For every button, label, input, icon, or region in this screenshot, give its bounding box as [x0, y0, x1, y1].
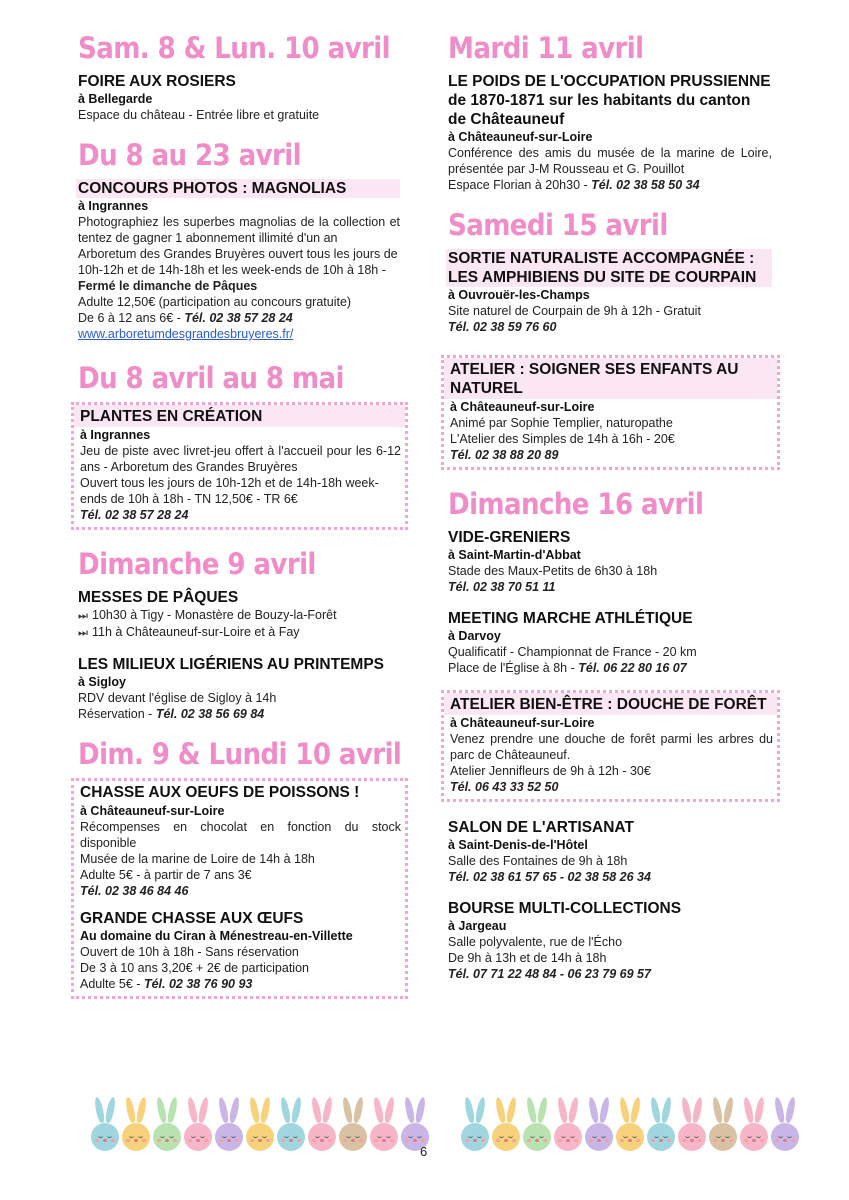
event-chasse-aux-oeufs	[71, 778, 408, 999]
event-title: MEETING MARCHE ATHLÉTIQUE	[448, 610, 693, 627]
event-phone: Tél. 02 38 46 84 46	[80, 884, 189, 898]
event-place: à Darvoy	[448, 629, 501, 643]
date-heading: Du 8 avril au 8 mai	[78, 361, 344, 395]
bunny-icon	[708, 1095, 738, 1153]
bunny-icon	[584, 1095, 614, 1153]
event-title: VIDE-GRENIERS	[448, 529, 571, 546]
event-hours: Ouvert de 10h à 18h - Sans réservation	[80, 945, 299, 959]
bunny-icon	[90, 1095, 120, 1153]
date-heading: Dimanche 16 avril	[448, 487, 704, 521]
event-reservation	[78, 706, 400, 722]
event-details: Salle des Fontaines de 9h à 18h	[448, 854, 628, 868]
bunny-icon	[522, 1095, 552, 1153]
bunny-icon	[307, 1095, 337, 1153]
event-phone: Tél. 07 71 22 48 84 - 06 23 79 69 57	[448, 967, 651, 981]
event-plantes-en-creation	[71, 402, 408, 530]
event-title: BOURSE MULTI-COLLECTIONS	[448, 900, 682, 917]
bunny-icon	[369, 1095, 399, 1153]
event-phone: Tél. 02 38 57 28 24	[80, 508, 189, 522]
event-phone: Tél. 02 38 56 69 84	[155, 707, 265, 721]
event-messes-de-paques	[78, 588, 400, 641]
event-hours: De 9h à 13h et de 14h à 18h	[448, 951, 607, 965]
bunny-icon	[491, 1095, 521, 1153]
bunny-icon	[677, 1095, 707, 1153]
event-phone: Tél. 06 43 33 52 50	[450, 780, 559, 794]
event-title: ATELIER BIEN-ÊTRE : DOUCHE DE FORÊT	[444, 693, 777, 715]
bunny-icon	[121, 1095, 151, 1153]
bunny-icon	[646, 1095, 676, 1153]
price-text: De 6 à 12 ans 6€ -	[78, 311, 185, 325]
event-details: Récompenses en chocolat en fonction du stock disponible	[80, 820, 401, 850]
event-hours: Ouvert tous les jours de 10h-12h et de 14h-18h week-ends de 10h à 18h - TN 12,50€ - TR 6€	[80, 476, 379, 506]
event-title: SALON DE L'ARTISANAT	[448, 819, 634, 836]
event-price: Adulte 5€ - à partir de 7 ans 3€	[80, 868, 252, 882]
event-details: Jeu de piste avec livret-jeu offert à l'accueil pour les 6-12 ans - Arboretum des Grandes Bruyères	[80, 444, 401, 474]
page-number: 6	[420, 1144, 428, 1159]
event-website-link[interactable]: www.arboretumdesgrandesbruyeres.fr/	[78, 327, 294, 341]
bunny-icon	[739, 1095, 769, 1153]
event-place: à Sigloy	[78, 675, 126, 689]
event-details: Espace du château - Entrée libre et gratuite	[78, 108, 320, 122]
event-details: Stade des Maux-Petits de 6h30 à 18h	[448, 564, 658, 578]
event-details: Photographiez les superbes magnolias de la collection et tentez de gagner 1 abonnement illimité d'un an	[78, 215, 400, 245]
event-hours: Musée de la marine de Loire de 14h à 18h	[80, 852, 315, 866]
event-title: PLANTES EN CRÉATION	[74, 405, 405, 427]
event-title: SORTIE NATURALISTE ACCOMPAGNÉE : LES AMPHIBIENS DU SITE DE COURPAIN	[446, 249, 772, 287]
event-details: Qualificatif - Championnat de France - 20 km	[448, 645, 697, 659]
event-title: ATELIER : SOIGNER SES ENFANTS AU NATUREL	[444, 358, 777, 399]
date-heading: Dimanche 9 avril	[78, 547, 316, 581]
fast-forward-icon: ⏭	[78, 610, 88, 622]
event-phone: Tél. 02 38 57 28 24	[184, 311, 293, 325]
date-heading: Du 8 au 23 avril	[78, 138, 301, 172]
bunny-row-left	[90, 1095, 430, 1155]
price-text: Adulte 5€ -	[80, 977, 144, 991]
event-hours	[448, 660, 772, 676]
event-hours	[448, 177, 772, 193]
event-atelier-bien-etre	[441, 690, 780, 802]
event-price-adult	[80, 976, 401, 992]
event-foire-aux-rosiers	[78, 72, 400, 123]
bunny-icon	[460, 1095, 490, 1153]
event-price: Adulte 12,50€ (participation au concours gratuite)	[78, 295, 352, 309]
event-place: à Châteauneuf-sur-Loire	[450, 400, 595, 414]
date-heading: Dim. 9 & Lundi 10 avril	[78, 737, 402, 771]
event-meeting-marche	[448, 609, 772, 676]
hours-text: Arboretum des Grandes Bruyères ouvert tous les jours de 10h-12h et de 14h-18h et les week-ends de 10h à 18h -	[78, 247, 398, 277]
event-phone: Tél. 02 38 70 51 11	[448, 580, 556, 594]
event-place: à Jargeau	[448, 919, 507, 933]
date-heading: Samedi 15 avril	[448, 208, 668, 242]
right-column	[448, 30, 772, 996]
event-hours: L'Atelier des Simples de 14h à 16h - 20€	[450, 432, 675, 446]
mass-time-1	[78, 607, 400, 624]
event-place: à Ouvrouër-les-Champs	[448, 288, 590, 302]
event-place: à Châteauneuf-sur-Loire	[80, 804, 225, 818]
event-place: à Châteauneuf-sur-Loire	[448, 130, 593, 144]
event-hours	[78, 246, 400, 294]
bunny-icon	[152, 1095, 182, 1153]
event-phone: Tél. 02 38 58 50 34	[591, 178, 700, 192]
event-title: GRANDE CHASSE AUX ŒUFS	[80, 910, 304, 927]
event-details: Salle polyvalente, rue de l'Écho	[448, 935, 623, 949]
event-milieux-ligeriens	[78, 655, 400, 722]
event-vide-greniers	[448, 528, 772, 595]
event-phone: Tél. 02 38 59 76 60	[448, 320, 557, 334]
mass-text: 11h à Châteauneuf-sur-Loire et à Fay	[92, 625, 300, 639]
event-title: CONCOURS PHOTOS : MAGNOLIAS	[76, 179, 400, 198]
bunny-icon	[553, 1095, 583, 1153]
date-heading: Sam. 8 & Lun. 10 avril	[78, 31, 390, 65]
event-place: Au domaine du Ciran à Ménestreau-en-Villette	[80, 929, 353, 943]
event-details: RDV devant l'église de Sigloy à 14h	[78, 691, 277, 705]
event-hours: Atelier Jennifleurs de 9h à 12h - 30€	[450, 764, 651, 778]
event-price-kids	[78, 310, 400, 326]
bunny-icon	[338, 1095, 368, 1153]
event-phone: Tél. 02 38 76 90 93	[143, 977, 253, 991]
bunny-icon	[276, 1095, 306, 1153]
event-title: LES MILIEUX LIGÉRIENS AU PRINTEMPS	[78, 656, 385, 673]
event-title: MESSES DE PÂQUES	[78, 589, 239, 606]
hours-text: Place de l'Église à 8h -	[448, 661, 579, 675]
event-price: De 3 à 10 ans 3,20€ + 2€ de participation	[80, 961, 309, 975]
bunny-icon	[615, 1095, 645, 1153]
event-sortie-naturaliste	[448, 249, 772, 335]
fast-forward-icon: ⏭	[78, 627, 88, 639]
bunny-row-right	[460, 1095, 800, 1155]
event-details: Venez prendre une douche de forêt parmi les arbres du parc de Châteauneuf.	[450, 732, 773, 762]
bunny-icon	[214, 1095, 244, 1153]
date-heading: Mardi 11 avril	[448, 31, 644, 65]
reservation-text: Réservation -	[78, 707, 156, 721]
event-place: à Châteauneuf-sur-Loire	[450, 716, 595, 730]
bunny-icon	[245, 1095, 275, 1153]
bunny-icon	[183, 1095, 213, 1153]
event-place: à Bellegarde	[78, 92, 153, 106]
mass-time-2	[78, 624, 400, 641]
bunny-icon	[770, 1095, 800, 1153]
event-place: à Ingrannes	[78, 199, 149, 213]
left-column	[78, 30, 400, 1015]
event-details: Conférence des amis du musée de la marine de Loire, présentée par J-M Rousseau et G. Pouillot	[448, 146, 772, 176]
event-title: LE POIDS DE L'OCCUPATION PRUSSIENNE de 1870-1871 sur les habitants du canton de Châteauneuf	[448, 73, 771, 128]
event-atelier-soigner	[441, 355, 780, 470]
event-details: Site naturel de Courpain de 9h à 12h - Gratuit	[448, 304, 701, 318]
event-poids-occupation	[448, 72, 772, 193]
event-place: à Ingrannes	[80, 428, 151, 442]
event-details: Animé par Sophie Templier, naturopathe	[450, 416, 673, 430]
event-place: à Saint-Martin-d'Abbat	[448, 548, 581, 562]
mass-text: 10h30 à Tigy - Monastère de Bouzy-la-Forêt	[92, 608, 337, 622]
event-phone: Tél. 06 22 80 16 07	[578, 661, 687, 675]
event-phone: Tél. 02 38 88 20 89	[450, 448, 559, 462]
event-title: CHASSE AUX OEUFS DE POISSONS !	[80, 784, 360, 801]
event-phone: Tél. 02 38 61 57 65 - 02 38 58 26 34	[448, 870, 651, 884]
event-place: à Saint-Denis-de-l'Hôtel	[448, 838, 588, 852]
event-bourse-multi-collections	[448, 899, 772, 982]
hours-text: Espace Florian à 20h30 -	[448, 178, 592, 192]
event-title: FOIRE AUX ROSIERS	[78, 73, 236, 90]
event-salon-artisanat	[448, 818, 772, 885]
closure-note: Fermé le dimanche de Pâques	[78, 279, 258, 293]
event-concours-photos	[78, 179, 400, 342]
